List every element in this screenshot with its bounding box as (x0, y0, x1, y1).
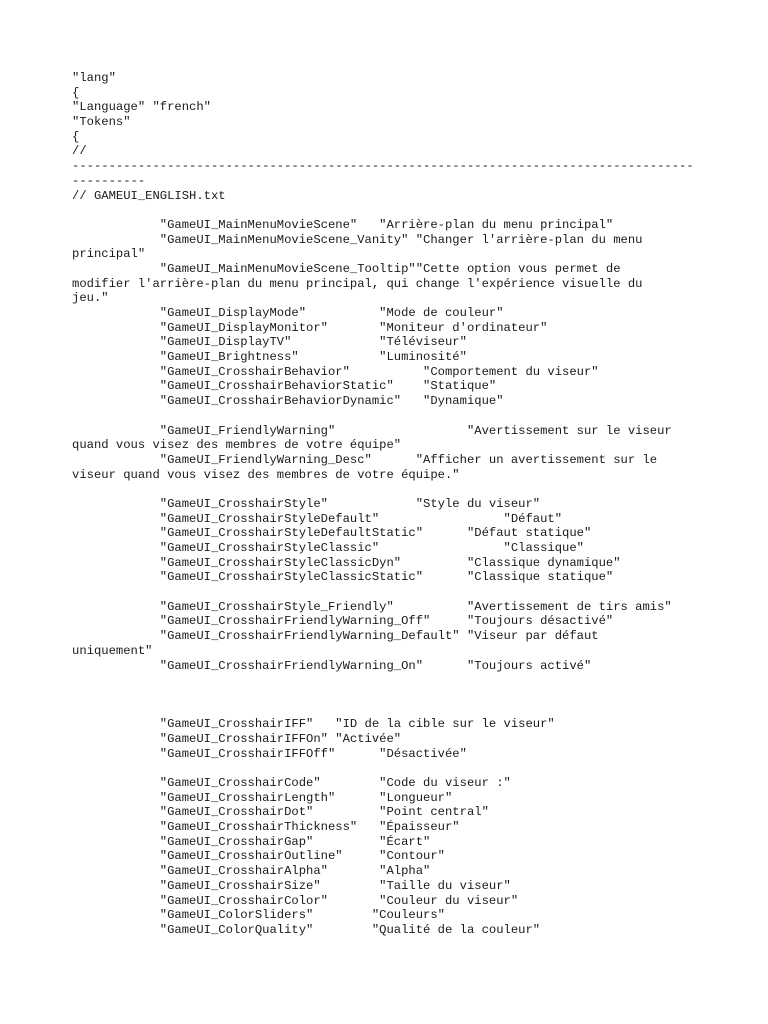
text-line: "GameUI_CrosshairThickness" "Épaisseur" (72, 820, 460, 835)
text-line: "GameUI_CrosshairStyleClassic" "Classique" (72, 541, 584, 555)
text-line: "GameUI_CrosshairStyle" "Style du viseur" (72, 496, 541, 511)
text-line: "GameUI_CrosshairStyleClassicDyn" "Classique dynamique" (72, 555, 621, 570)
text-line: "GameUI_CrosshairGap" "Écart" (72, 834, 431, 849)
text-line: modifier l'arrière-plan du menu principal, qui change l'expérience visuelle du (72, 276, 643, 291)
text-line: "GameUI_MainMenuMovieScene_Vanity" "Changer l'arrière-plan du menu (72, 232, 643, 247)
text-line: "GameUI_CrosshairStyle_Friendly" "Avertissement de tirs amis" (72, 599, 672, 614)
text-line: "GameUI_CrosshairStyleClassicStatic" "Classique statique" (72, 570, 614, 585)
text-line: "GameUI_CrosshairSize" "Taille du viseur" (72, 878, 511, 893)
text-line: ------------------------------------------------------------------------------------- (72, 159, 694, 174)
text-line: // GAMEUI_ENGLISH.txt (72, 188, 226, 203)
text-line: viseur quand vous visez des membres de votre équipe." (72, 467, 460, 482)
text-line: "GameUI_ColorQuality" "Qualité de la couleur" (72, 922, 541, 937)
text-line: "GameUI_DisplayMode" "Mode de couleur" (72, 306, 504, 320)
blank-line (72, 703, 698, 718)
text-line: "lang" (72, 71, 116, 85)
text-line: "GameUI_CrosshairLength" "Longueur" (72, 790, 453, 805)
text-line: "Language" "french" (72, 100, 211, 115)
blank-line (72, 585, 698, 600)
text-line: "GameUI_MainMenuMovieScene" "Arrière-plan du menu principal" (72, 217, 614, 232)
text-line: "GameUI_CrosshairCode" "Code du viseur :" (72, 776, 511, 790)
text-line: "GameUI_CrosshairBehaviorStatic" "Statique" (72, 379, 497, 394)
text-line: "GameUI_CrosshairIFFOff" "Désactivée" (72, 746, 467, 761)
text-line: "GameUI_CrosshairAlpha" "Alpha" (72, 864, 431, 879)
text-line: "GameUI_MainMenuMovieScene_Tooltip""Cette option vous permet de (72, 261, 621, 276)
text-line: "GameUI_FriendlyWarning_Desc" "Afficher un avertissement sur le (72, 452, 658, 467)
text-line: "GameUI_Brightness" "Luminosité" (72, 350, 467, 365)
text-line: jeu." (72, 291, 109, 306)
text-line: "GameUI_CrosshairOutline" "Contour" (72, 849, 445, 864)
text-line: "GameUI_FriendlyWarning" "Avertissement sur le viseur (72, 423, 672, 438)
text-line: "GameUI_DisplayMonitor" "Moniteur d'ordinateur" (72, 320, 548, 335)
text-line: ---------- (72, 173, 146, 188)
text-line: { (72, 129, 80, 144)
text-line: "GameUI_CrosshairDot" "Point central" (72, 805, 489, 820)
text-line: "GameUI_CrosshairStyleDefault" "Défaut" (72, 511, 563, 526)
blank-line (72, 482, 698, 497)
blank-line (72, 203, 698, 218)
document-body (72, 71, 698, 938)
text-line: uniquement" (72, 643, 153, 658)
text-line: // (72, 144, 87, 159)
text-line: { (72, 85, 80, 100)
text-line: quand vous visez des membres de votre équipe" (72, 438, 402, 453)
text-line: "GameUI_CrosshairFriendlyWarning_Off" "Toujours désactivé" (72, 614, 614, 629)
text-line: principal" (72, 247, 146, 262)
text-line: "GameUI_CrosshairColor" "Couleur du viseur" (72, 893, 519, 908)
text-line: "GameUI_ColorSliders" "Couleurs" (72, 908, 445, 923)
blank-line (72, 688, 698, 703)
text-line: "Tokens" (72, 115, 131, 130)
text-line: "GameUI_CrosshairFriendlyWarning_Default" "Viseur par défaut (72, 629, 599, 644)
text-line: "GameUI_CrosshairFriendlyWarning_On" "Toujours activé" (72, 658, 592, 673)
text-line: "GameUI_CrosshairBehaviorDynamic" "Dynamique" (72, 394, 504, 409)
text-line: "GameUI_CrosshairIFF" "ID de la cible sur le viseur" (72, 717, 555, 732)
text-line: "GameUI_CrosshairBehavior" "Comportement du viseur" (72, 364, 599, 379)
text-line: "GameUI_CrosshairIFFOn" "Activée" (72, 731, 402, 746)
blank-line (72, 761, 698, 776)
blank-line (72, 409, 698, 424)
text-line: "GameUI_DisplayTV" "Téléviseur" (72, 335, 467, 350)
blank-line (72, 673, 698, 688)
text-line: "GameUI_CrosshairStyleDefaultStatic" "Défaut statique" (72, 526, 592, 541)
